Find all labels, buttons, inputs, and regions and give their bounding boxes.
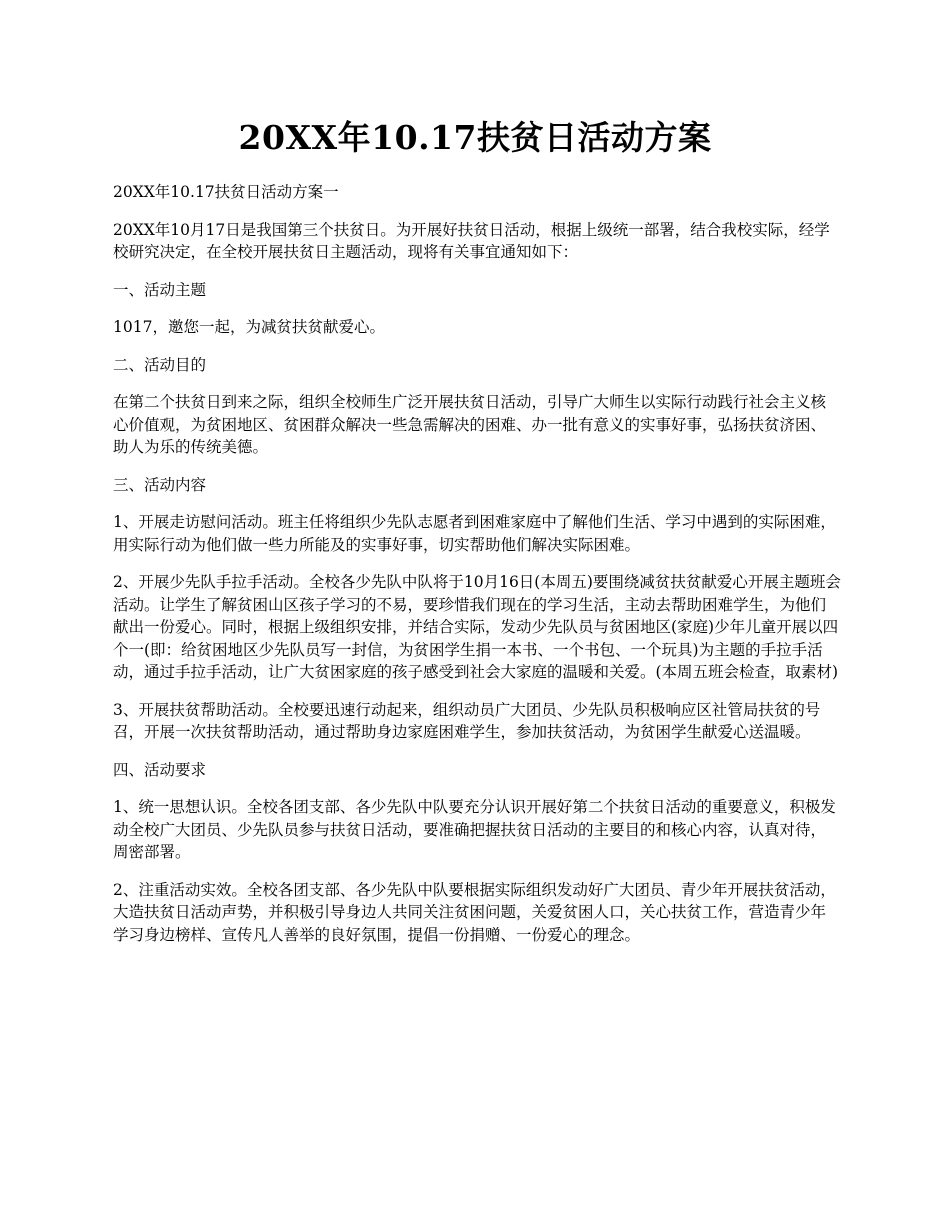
- requirement-item-2: 2、注重活动实效。全校各团支部、各少先队中队要根据实际组织发动好广大团员、青少年开展扶贫活动，大造扶贫日活动声势，并积极引导身边人共同关注贫困问题，关爱贫困人口，关心扶贫工作，营造青少年学习身边榜样、宣传凡人善举的良好氛围，提倡一份捐赠、一份爱心的理念。: [113, 880, 836, 944]
- section-heading-content: 三、活动内容: [113, 475, 207, 494]
- requirement-item-1: 1、统一思想认识。全校各团支部、各少先队中队要充分认识开展好第二个扶贫日活动的重要意义，积极发动全校广大团员、少先队员参与扶贫日活动，要准确把握扶贫日活动的主要目的和核心内容，认真对待，周密部署。: [113, 798, 836, 861]
- content-item-2: 2、开展少先队手拉手活动。全校各少先队中队将于10月16日(本周五)要围绕减贫扶贫献爱心开展主题班会活动。让学生了解贫困山区孩子学习的不易，要珍惜我们现在的学习生活，主动去帮助困难学生，为他们献出一份爱心。同时，根据上级组织安排，并结合实际，发动少先队员与贫困地区(家庭)少年儿童开展以四个一(即：给贫困地区少先队员写一封信，为贫困学生捐一本书、一个书包、一个玩具)为主题的手拉手活动，通过手拉手活动，让广大贫困家庭的孩子感受到社会大家庭的温暖和关爱。(本周五班会检查，取素材): [113, 573, 841, 681]
- document-title: 20XX年10.17扶贫日活动方案: [238, 118, 712, 157]
- theme-paragraph: 1017，邀您一起，为减贫扶贫献爱心。: [113, 318, 385, 336]
- purpose-paragraph: 在第二个扶贫日到来之际，组织全校师生广泛开展扶贫日活动，引导广大师生以实际行动践行社会主义核心价值观，为贫困地区、贫困群众解决一些急需解决的困难、办一批有意义的实事好事，弘扬扶贫济困、助人为乐的传统美德。: [113, 393, 827, 456]
- intro-paragraph: 20XX年10月17日是我国第三个扶贫日。为开展好扶贫日活动，根据上级统一部署，结合我校实际，经学校研究决定，在全校开展扶贫日主题活动，现将有关事宜通知如下：: [113, 220, 830, 261]
- subtitle-paragraph: 20XX年10.17扶贫日活动方案一: [113, 183, 339, 201]
- section-heading-requirements: 四、活动要求: [113, 760, 207, 779]
- content-item-1: 1、开展走访慰问活动。班主任将组织少先队志愿者到困难家庭中了解他们生活、学习中遇到的实际困难，用实际行动为他们做一些力所能及的实事好事，切实帮助他们解决实际困难。: [113, 513, 836, 554]
- document-body: [113, 181, 841, 961]
- section-heading-purpose: 二、活动目的: [113, 355, 207, 374]
- content-item-3: 3、开展扶贫帮助活动。全校要迅速行动起来，组织动员广大团员、少先队员积极响应区社管局扶贫的号召，开展一次扶贫帮助活动，通过帮助身边家庭困难学生，参加扶贫活动，为贫困学生献爱心送温暖。: [113, 700, 821, 741]
- section-heading-theme: 一、活动主题: [113, 280, 207, 299]
